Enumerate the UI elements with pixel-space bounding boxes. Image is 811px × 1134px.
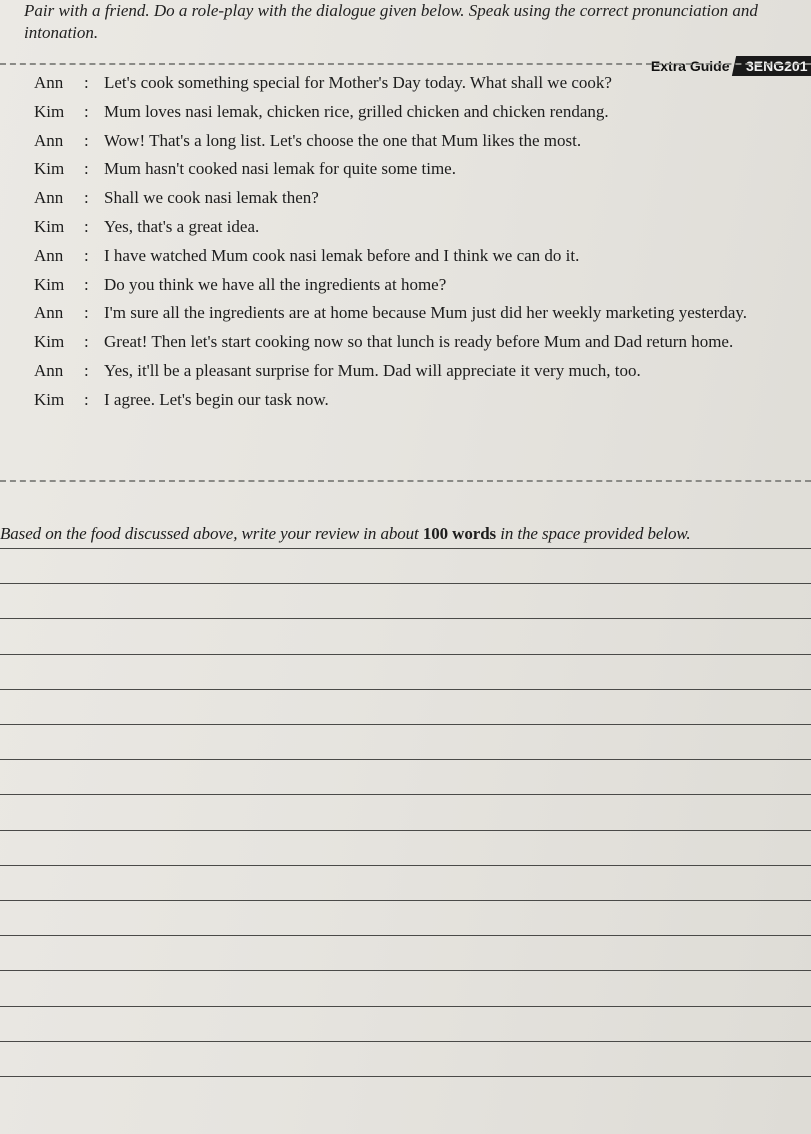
dialogue-block [34, 70, 809, 416]
dialogue-text: Yes, it'll be a pleasant surprise for Mum. Dad will appreciate it very much, too. [104, 360, 641, 380]
dialogue-text: Mum loves nasi lemak, chicken rice, grilled chicken and chicken rendang. [104, 101, 609, 121]
speaker-colon: : [84, 101, 89, 121]
instruction-line-2: intonation. [24, 23, 99, 42]
dialogue-line [34, 300, 809, 329]
speaker-colon: : [84, 216, 89, 236]
guide-code: 3ENG201 [745, 58, 807, 74]
speaker-name: Kim [34, 101, 65, 121]
speaker-colon: : [84, 332, 89, 352]
dialogue-text: Mum hasn't cooked nasi lemak for quite some time. [104, 159, 456, 179]
dialogue-text: Do you think we have all the ingredients at home? [104, 274, 447, 294]
prompt-text-after: in the space provided below. [496, 524, 691, 543]
speaker-colon: : [84, 73, 89, 92]
writing-line[interactable] [0, 654, 811, 655]
speaker-name: Ann [34, 73, 64, 92]
speaker-name: Ann [34, 360, 64, 380]
dialogue-line [34, 70, 809, 99]
writing-line[interactable] [0, 1006, 811, 1007]
dialogue-line [34, 99, 809, 128]
prompt-word-count: 100 words [422, 524, 497, 543]
speaker-colon: : [84, 389, 89, 409]
writing-line[interactable] [0, 583, 811, 584]
dialogue-line [34, 358, 809, 387]
dialogue-text: Let's cook something special for Mother's Day today. What shall we cook? [104, 73, 612, 92]
speaker-name: Ann [34, 245, 64, 265]
speaker-name: Kim [34, 274, 65, 294]
speaker-name: Ann [34, 130, 64, 150]
writing-line[interactable] [0, 548, 811, 549]
writing-line[interactable] [0, 1041, 811, 1042]
extra-guide-label: Extra Guide [650, 58, 730, 74]
speaker-colon: : [84, 245, 89, 265]
prompt-text-before: Based on the food discussed above, write your review in about [0, 524, 423, 543]
dialogue-line [34, 156, 809, 185]
dialogue-text: Shall we cook nasi lemak then? [104, 188, 319, 208]
speaker-colon: : [84, 159, 89, 179]
dialogue-text: I agree. Let's begin our task now. [104, 389, 329, 409]
speaker-colon: : [84, 130, 89, 150]
speaker-name: Ann [34, 303, 64, 323]
instruction-line-1: Pair with a friend. Do a role-play with the dialogue given below. Speak using the correct pronunciation and [24, 1, 758, 20]
dialogue-line [34, 387, 809, 416]
writing-line[interactable] [0, 900, 811, 901]
writing-line[interactable] [0, 935, 811, 936]
writing-line[interactable] [0, 689, 811, 690]
dialogue-text: I have watched Mum cook nasi lemak before and I think we can do it. [104, 245, 580, 265]
dialogue-text: I'm sure all the ingredients are at home because Mum just did her weekly marketing yesterday. [104, 303, 748, 323]
speaker-name: Kim [34, 159, 65, 179]
writing-prompt [0, 524, 691, 544]
dialogue-text: Great! Then let's start cooking now so that lunch is ready before Mum and Dad return home. [104, 332, 734, 352]
writing-line[interactable] [0, 865, 811, 866]
speaker-name: Kim [34, 389, 65, 409]
writing-line[interactable] [0, 830, 811, 831]
speaker-name: Ann [34, 188, 64, 208]
writing-line[interactable] [0, 759, 811, 760]
speaker-colon: : [84, 360, 89, 380]
dialogue-line [34, 128, 809, 157]
dialogue-text: Wow! That's a long list. Let's choose the one that Mum likes the most. [104, 130, 582, 150]
speaker-name: Kim [34, 332, 65, 352]
writing-line[interactable] [0, 794, 811, 795]
dialogue-line [34, 243, 809, 272]
dialogue-bottom-divider [0, 480, 811, 482]
dialogue-top-divider [0, 63, 811, 65]
dialogue-line [34, 329, 809, 358]
speaker-colon: : [84, 274, 89, 294]
dialogue-line [34, 185, 809, 214]
writing-line[interactable] [0, 724, 811, 725]
speaker-name: Kim [34, 216, 65, 236]
instruction-text [24, 0, 811, 43]
dialogue-line [34, 272, 809, 301]
dialogue-text: Yes, that's a great idea. [104, 216, 260, 236]
dialogue-line [34, 214, 809, 243]
writing-line[interactable] [0, 618, 811, 619]
speaker-colon: : [84, 188, 89, 208]
writing-line[interactable] [0, 970, 811, 971]
writing-line[interactable] [0, 1076, 811, 1077]
speaker-colon: : [84, 303, 89, 323]
